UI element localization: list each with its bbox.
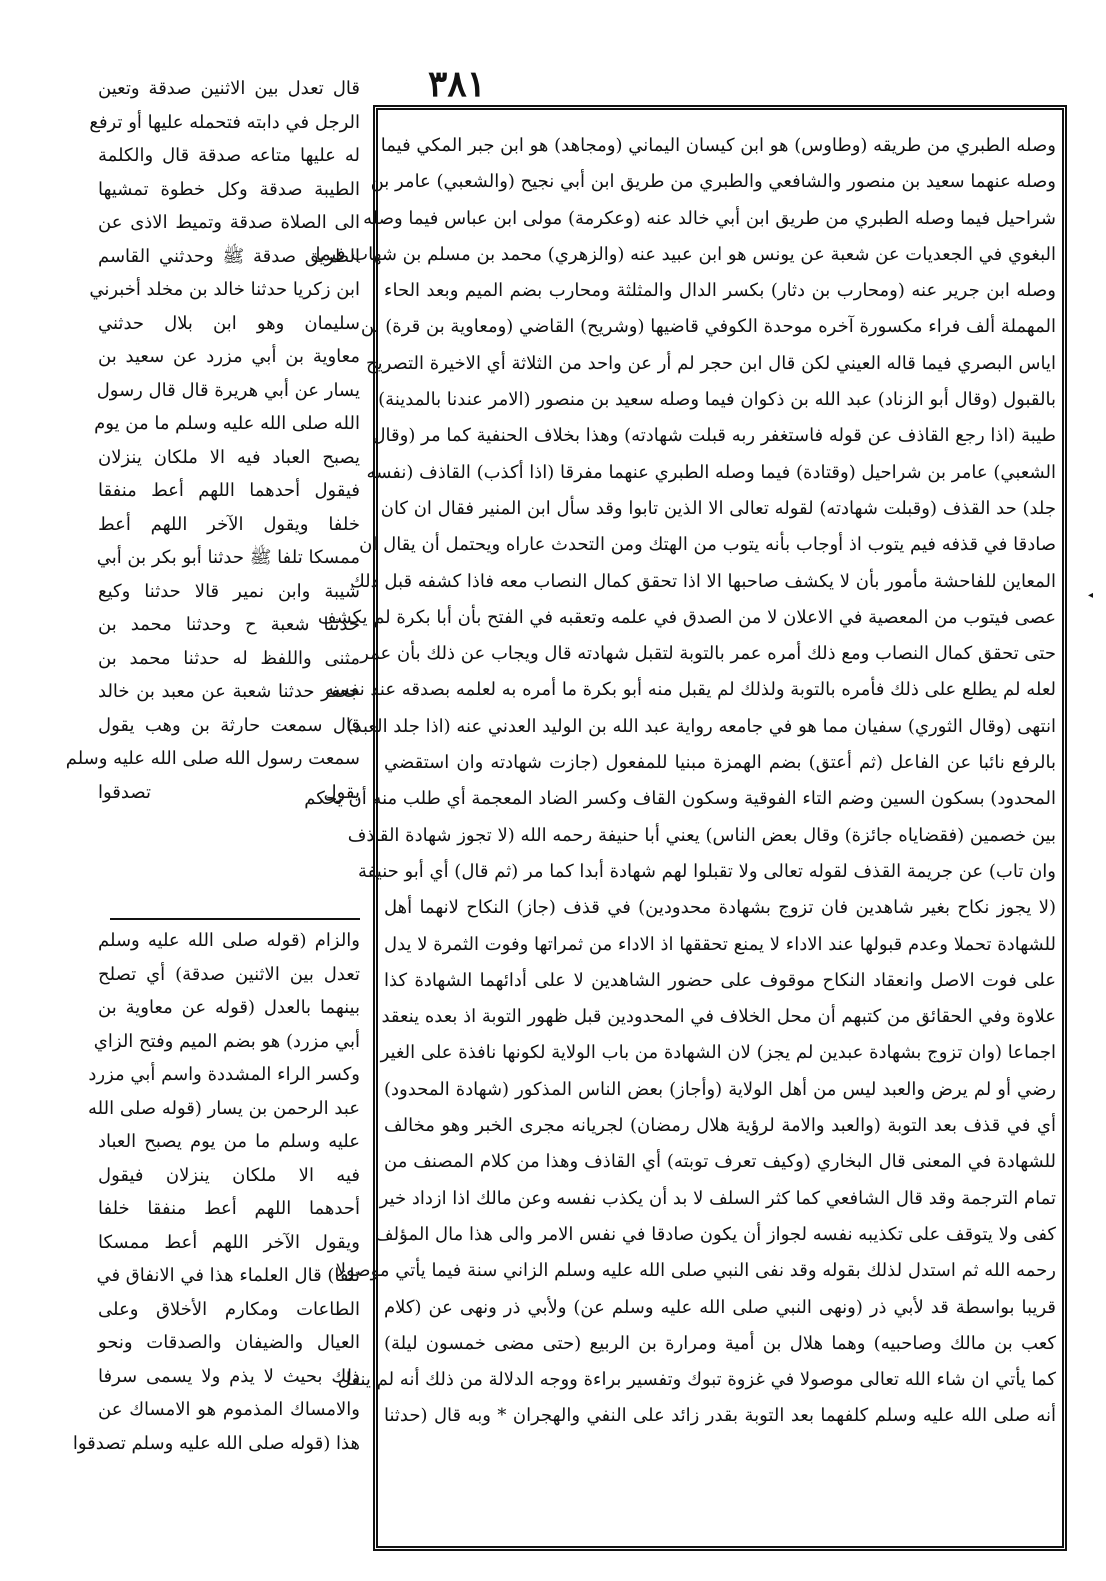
side-line: خلفا ويقول الآخر اللهم أعط — [98, 513, 360, 535]
side-line: سليمان وهو ابن بلال حدثني — [98, 312, 360, 334]
main-line: المعاين للفاحشة مأمور بأن لا يكشف صاحبها الا اذا تحقق كمال النصاب معه فاذا كشفه قبل ذلك — [350, 570, 1056, 592]
side-line: الله صلى الله عليه وسلم ما من يوم — [94, 413, 360, 434]
main-line: وصله ابن جرير عنه (ومحارب بن دثار) بكسر الدال والمثلثة ومحارب بضم الميم وبعد الحاء — [384, 280, 1056, 302]
side-note-line: الطاعات ومكارم الأخلاق وعلى — [98, 1298, 360, 1320]
main-line: المحدود) بسكون السين وضم التاء الفوقية وسكون القاف وكسر الضاد المعجمة أي طلب منه أن يحكم — [304, 788, 1056, 810]
side-line: قال تعدل بين الاثنين صدقة وتعين — [98, 78, 360, 99]
main-line: علاوة وفي الحقائق من كتبهم أن محل الخلاف في المحدودين قبل ظهور التوبة اذ بعده ينعقد — [381, 1006, 1056, 1028]
side-note-line: أحدهما اللهم أعط منفقا خلفا — [98, 1198, 360, 1219]
side-line: له عليها متاعه صدقة قال والكلمة — [98, 145, 360, 166]
main-line: شراحيل فيما وصله الطبري من طريق ابن أبي خالد عنه (وعكرمة) مولى ابن عباس فيما وصله — [363, 207, 1056, 229]
main-line: صادقا في قذفه فيم يتوب اذ أوجاب بأنه يتوب من الهتك ومن التحدث عاراه ويحتمل أن يقال ان — [359, 534, 1056, 556]
side-note-line: هذا (قوله صلى الله عليه وسلم تصدقوا — [72, 1432, 360, 1454]
side-line: يصبح العباد فيه الا ملكان ينزلان — [98, 446, 360, 468]
side-line: ممسكا تلفا ﷺ حدثنا أبو بكر بن أبي — [96, 547, 360, 568]
main-line: أي في قذف بعد التوبة (والعبد والامة لرؤية هلال رمضان) لجريانه مجرى الخبر وهو مخالف — [384, 1115, 1056, 1137]
side-line: الطيبة صدقة وكل خطوة تمشيها — [98, 178, 360, 200]
main-line: وصله عنهما سعيد بن منصور والشافعي والطبري من طريق ابن أبي نجيح (والشعبي) عامر بن — [370, 171, 1056, 193]
side-line: معاوية بن أبي مزرد عن سعيد بن — [98, 346, 360, 367]
side-line: الى الصلاة صدقة وتميط الاذى عن — [98, 212, 360, 233]
main-line: أنه صلى الله عليه وسلم كلفهما بعد التوبة بقدر زائد على النفي والهجران * وبه قال (حدثنا — [384, 1405, 1056, 1427]
side-note-line: والامساك المذموم هو الامساك عن — [98, 1399, 360, 1420]
main-line: بين خصمين (فقضاياه جائزة) وقال بعض الناس) يعني أبا حنيفة رحمه الله (لا تجوز شهادة القاذف — [347, 824, 1056, 846]
main-line: للشهادة تحملا وعدم قبولها عند الاداء لا يمنع تحققها اذ الاداء من ثمراتها وفوت الثمرة لا يدل — [384, 933, 1056, 955]
side-notes-text — [72, 924, 360, 1544]
side-line: الرجل في دابته فتحمله عليها أو ترفع — [89, 111, 360, 133]
main-commentary — [304, 128, 1056, 1548]
main-line: البغوي في الجعديات عن شعبة عن يونس هو ابن عبيد عنه (والزهري) محمد بن مسلم بن شهاب فيما — [315, 243, 1056, 265]
side-note-line: بينهما بالعدل (قوله عن معاوية بن — [98, 997, 360, 1018]
main-line: رحمه الله ثم استدل لذلك بقوله وقد نفى النبي صلى الله عليه وسلم الزاني سنة فيما يأتي موصولا — [335, 1260, 1056, 1282]
side-note-line: فيه الا ملكان ينزلان فيقول — [98, 1164, 360, 1186]
main-line: على فوت الاصل وانعقاد النكاح موقوف على حضور الشاهدين لا على أدائهما الشهادة كذا — [384, 969, 1056, 991]
main-line: قريبا بواسطة قد لأبي ذر (ونهى النبي صلى الله عليه وسلم عن) ولأبي ذر ونهى عن (كلام — [384, 1296, 1056, 1318]
main-line: وصله الطبري من طريقه (وطاوس) هو ابن كيسان اليماني (ومجاهد) هو ابن جبر المكي فيما — [380, 135, 1056, 156]
side-line: يقول تصدقوا — [98, 781, 360, 803]
side-note-line: والزام (قوله صلى الله عليه وسلم — [98, 930, 360, 951]
main-line: وان تاب) عن جريمة القذف لقوله تعالى ولا تقبلوا لهم شهادة أبدا كما مر (ثم قال) أي أبو حنيفة — [358, 860, 1056, 882]
main-line: عصى فيتوب من المعصية في الاعلان لا من الصدق في علمه وتعقبه في الفتح بأن أبا بكرة لم يكشف — [317, 606, 1056, 628]
main-line: طيبة (اذا رجع القاذف عن قوله فاستغفر ربه قبلت شهادته) وهذا بخلاف الحنفية كما مر (وقال — [372, 425, 1056, 447]
side-line: سمعت رسول الله صلى الله عليه وسلم — [65, 748, 360, 769]
side-line: ابن زكريا حدثنا خالد بن مخلد أخبرني — [89, 279, 360, 300]
side-note-line: ذلك بحيث لا يذم ولا يسمى سرفا — [98, 1365, 360, 1387]
side-line: مثنى واللفظ له حدثنا محمد بن — [98, 647, 360, 669]
side-note-line: أبي مزرد) هو بضم الميم وفتح الزاي — [93, 1030, 360, 1052]
main-line: لعله لم يطلع على ذلك فأمره بالتوبة ولذلك لم يقبل منه أبو بكرة ما أمره به لعلمه بصدقه عند نفسه — [324, 679, 1056, 701]
main-line: اياس البصري فيما قاله العيني لكن قال ابن حجر لم أر عن واحد من الثلاثة أي الاخيرة التصريح — [365, 352, 1056, 374]
main-line: جلد) حد القذف (وقبلت شهادته) لقوله تعالى الا الذين تابوا وقد سأل ابن المنير فقال ان كان — [380, 497, 1056, 519]
side-line: جعفر حدثنا شعبة عن معبد بن خالد — [98, 681, 360, 702]
side-note-line: عبد الرحمن بن يسار (قوله صلى الله — [88, 1097, 360, 1119]
side-line: فيقول أحدهما اللهم أعط منفقا — [98, 480, 360, 501]
side-line: قال سمعت حارثة بن وهب يقول — [98, 714, 360, 736]
side-line: حدثنا شعبة ح وحدثنا محمد بن — [98, 614, 360, 635]
main-line: رضي أو لم يرض والعبد ليس من أهل الولاية (وأجاز) بعض الناس المذكور (شهادة المحدود) — [384, 1078, 1056, 1100]
main-line: بالقبول (وقال أبو الزناد) عبد الله بن ذكوان فيما وصله سعيد بن منصور (الامر عندنا بالمدينة) — [378, 389, 1056, 411]
side-note-line: تعدل بين الاثنين صدقة) أي تصلح — [98, 963, 360, 985]
main-line: للشهادة في المعنى قال البخاري (وكيف تعرف توبته) أي القاذف وهذا من كلام المصنف من — [384, 1151, 1056, 1173]
main-line: المهملة ألف فراء مكسورة آخره موحدة الكوفي قاضيها (وشريح) القاضي (ومعاوية بن قرة) بن — [360, 316, 1056, 338]
edge-mark: ◂ — [1088, 590, 1094, 601]
main-line: حتى تحقق كمال النصاب ومع ذلك أمره عمر بالتوبة لتقبل شهادته قال ويجاب عن ذلك بأن عمر — [360, 643, 1056, 665]
side-note-line: ويقول الآخر اللهم أعط ممسكا — [98, 1231, 360, 1253]
page-number: ٣٨١ — [427, 63, 486, 105]
main-line: (لا يجوز نكاح بغير شاهدين فان تزوج بشهادة محدودين) في قذف (جاز) النكاح لانهما أهل — [384, 897, 1056, 919]
main-line: اجماعا (وان تزوج بشهادة عبدين لم يجز) لان الشهادة من باب الولاية لكونها نافذة على الغير — [380, 1042, 1056, 1064]
main-line: بالرفع نائبا عن الفاعل (ثم أعتق) بضم الهمزة مبنيا للمفعول (جازت شهادته وان استقضي — [384, 752, 1056, 774]
main-line: كما يأتي ان شاء الله تعالى موصولا في غزوة تبوك وتفسير براءة ووجه الدلالة من ذلك أنه لم ينقل — [337, 1369, 1056, 1391]
main-line: الشعبي) عامر بن شراحيل (وقتادة) فيما وصله الطبري عنهما مفرقا (اذا أكذب) القاذف (نفسه — [366, 461, 1056, 483]
side-line: الطريق صدقة ﷺ وحدثني القاسم — [98, 245, 360, 267]
main-line: تمام الترجمة وقد قال الشافعي كما كثر السلف لا بد أن يكذب نفسه وعن مالك اذا ازداد خيرا — [374, 1187, 1056, 1209]
side-note-line: العيال والضيفان والصدقات ونحو — [98, 1332, 360, 1353]
side-line: شيبة وابن نمير قالا حدثنا وكيع — [98, 580, 360, 602]
main-line: كعب بن مالك وصاحبيه) وهما هلال بن أمية ومرارة بن الربيع (حتى مضى خمسون ليلة) — [384, 1332, 1056, 1354]
side-note-line: وكسر الراء المشددة واسم أبي مزرد — [88, 1064, 360, 1085]
main-line: انتهى (وقال الثوري) سفيان مما هو في جامعه رواية عبد الله بن الوليد العدني عنه (اذا جلد العبد) — [346, 715, 1056, 737]
side-divider — [110, 918, 360, 920]
side-line: يسار عن أبي هريرة قال قال رسول — [96, 379, 360, 401]
side-note-line: عليه وسلم ما من يوم يصبح العباد — [98, 1131, 360, 1152]
main-line: كفى ولا يتوقف على تكذيبه نفسه لجواز أن يكون صادقا في نفس الامر والى هذا مال المؤلف — [375, 1223, 1056, 1245]
side-note-line: تلفا) قال العلماء هذا في الانفاق في — [96, 1265, 360, 1286]
